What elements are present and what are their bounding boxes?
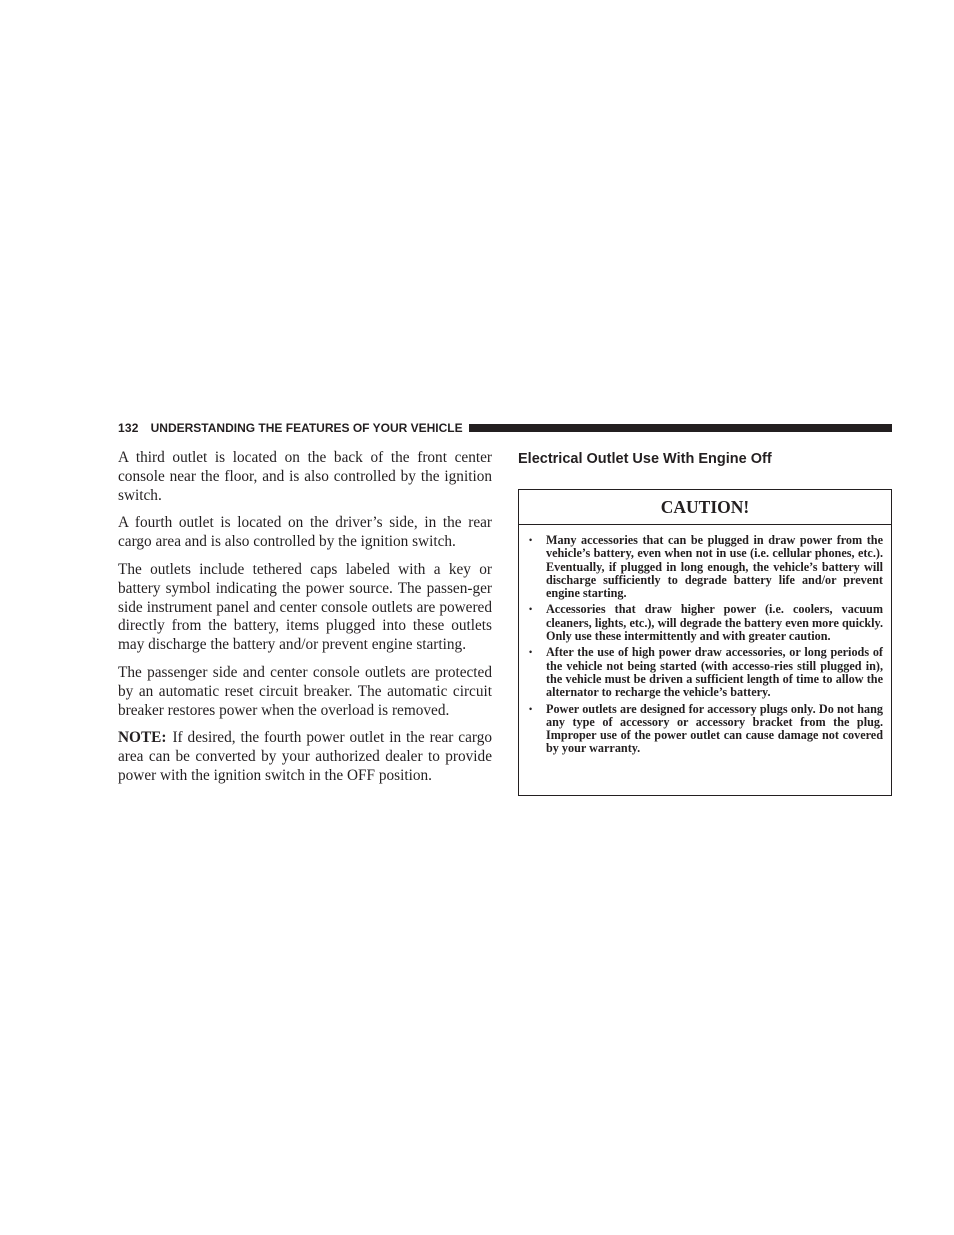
bullet-icon: • — [529, 647, 533, 658]
caution-item-text: Accessories that draw higher power (i.e. coolers, vacuum cleaners, lights, etc.), will degrade the battery even more quickly. Only use these intermittently and with greater caution. — [546, 602, 883, 644]
section-heading: Electrical Outlet Use With Engine Off — [518, 451, 772, 467]
caution-item-text: Many accessories that can be plugged in draw power from the vehicle’s battery, even when not in use (i.e. cellular phones, etc.). Eventually, if plugged in long enough, the vehicle’s battery will discharge sufficiently to degrade battery life and/or prevent engine starting. — [546, 533, 883, 601]
note-text: If desired, the fourth power outlet in the rear cargo area can be converted by your authorized dealer to provide power with the ignition switch in the OFF position. — [118, 729, 492, 784]
caution-item-text: After the use of high power draw accessories, or long periods of the vehicle not being started (with accesso-ries still plugged in), the vehicle must be driven a sufficient length of time to allow the alternator to recharge the vehicle’s battery. — [546, 645, 883, 700]
note-label: NOTE: — [118, 729, 167, 747]
bullet-icon: • — [529, 604, 533, 615]
left-column — [118, 449, 492, 795]
page-number: 132 — [118, 421, 139, 435]
header-rule — [469, 424, 892, 432]
caution-title: CAUTION! — [519, 490, 891, 525]
caution-box — [518, 489, 892, 796]
bullet-icon: • — [529, 535, 533, 545]
caution-item — [529, 703, 883, 756]
paragraph-tethered-caps: The outlets include tethered caps labeled with a key or battery symbol indicating the power source. The passen-ger side instrument panel and center console outlets are powered directly from the battery, items plugged into these outlets may discharge the battery and/or prevent engine starting. — [118, 560, 492, 654]
paragraph-fourth-outlet: A fourth outlet is located on the driver’s side, in the rear cargo area and is also controlled by the ignition switch. — [118, 514, 492, 551]
caution-item — [529, 603, 883, 643]
bullet-icon: • — [529, 703, 533, 714]
note-paragraph — [118, 729, 492, 785]
caution-list — [519, 525, 891, 756]
paragraph-circuit-breaker: The passenger side and center console outlets are protected by an automatic reset circuit breaker. The automatic circuit breaker restores power when the overload is removed. — [118, 663, 492, 719]
paragraph-third-outlet: A third outlet is located on the back of the front center console near the floor, and is also controlled by the ignition switch. — [118, 449, 492, 504]
caution-item — [529, 646, 883, 699]
caution-item — [529, 534, 883, 600]
section-title: UNDERSTANDING THE FEATURES OF YOUR VEHICLE — [150, 421, 463, 435]
right-column — [518, 449, 892, 796]
caution-item-text: Power outlets are designed for accessory plugs only. Do not hang any type of accessory or accessory bracket from the plug. Improper use of the power outlet can cause damage not covered by your warranty. — [546, 701, 883, 756]
page-header — [118, 419, 892, 437]
